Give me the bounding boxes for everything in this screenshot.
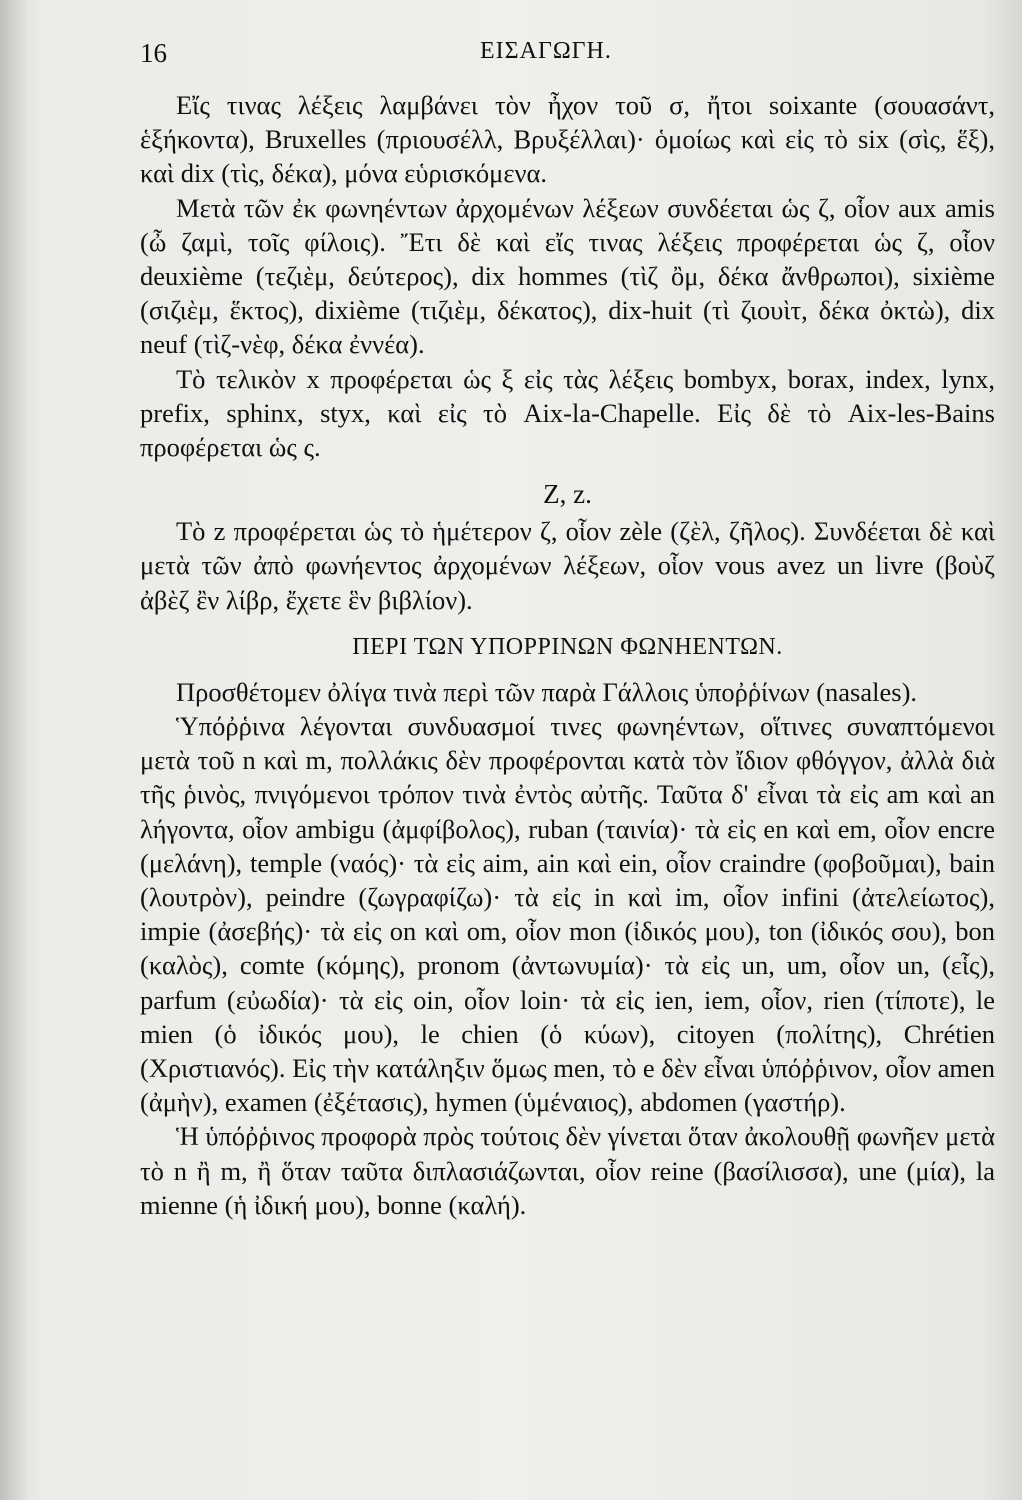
paragraph-nasal-intro: Προσθέτομεν ὀλίγα τινὰ περὶ τῶν παρὰ Γάλλοις ὑποῤῥίνων (nasales). xyxy=(176,676,918,707)
paragraph-sigma: Εἴς τινας λέξεις λαμβάνει τὸν ἦχον τοῦ σ, ἤτοι soixante (σουασάντ, ἑξήκοντα), Bruxelles (πριουσέλλ, Βρυξέλλαι)· ὁμοίως καὶ εἰς τὸ six (σὶς, ἕξ), καὶ dix (τὶς, δέκα), μόνα εὑρισκόμενα. xyxy=(140,90,995,189)
page-number: 16 xyxy=(140,38,167,68)
section-heading-nasal-vowels: ΠΕΡΙ ΤΩΝ ΥΠΟΡΡΙΝΩΝ ΦΩΝΗΕΝΤΩΝ. xyxy=(352,633,783,660)
paragraph-nasal-definition: Ὑπόῤῥινα λέγονται συνδυασμοί τινες φωνηέντων, οἵτινες συναπτόμενοι μετὰ τοῦ n καὶ m, πολλάκις δὲν προφέρονται κατὰ τὸν ἴδιον φθόγγον, ἀλλὰ διὰ τῆς ῥινὸς, πνιγόμενοι τρόπον τινὰ ἐντὸς αὐτῆς. Ταῦτα δ' εἶναι τὰ εἰς am καὶ an λήγοντα, οἷον ambigu (ἀμφίβολος), ruban (ταινία)· τὰ εἰς en καὶ em, οἷον encre (μελάνη), temple (ναός)· τὰ εἰς aim, ain καὶ ein, οἷον craindre (φοβοῦμαι), bain (λουτρὸν), peindre (ζωγραφίζω)· τὰ εἰς in καὶ im, οἷον infini (ἀτελείωτος), impie (ἀσεβής)· τὰ εἰς on καὶ om, οἷον mon (ἰδικός μου), ton (ἰδικός σου), bon (καλὸς), comte (κόμης), pronom (ἀντωνυμία)· τὰ εἰς un, um, οἷον un, (εἷς), parfum (εὐωδία)· τὰ εἰς oin, οἷον loin· τὰ εἰς ien, iem, οἷον, rien (τίποτε), le mien (ὁ ἰδικός μου), le chien (ὁ κύων), citoyen (πολίτης), Chrétien (Χριστιανός). Εἰς τὴν κατάληξιν ὅμως men, τὸ e δὲν εἶναι ὑπόῤῥινον, οἷον amen (ἀμὴν), examen (ἐξέτασις), hymen (ὑμέναιος), abdomen (γαστήρ). xyxy=(140,711,995,1118)
section-heading-z: Z, z. xyxy=(543,479,592,510)
paragraph-zeta-liaison: Μετὰ τῶν ἐκ φωνηέντων ἀρχομένων λέξεων συνδέεται ὡς ζ, οἷον aux amis (ὦ ζαμὶ, τοῖς φίλοις). Ἔτι δὲ καὶ εἴς τινας λέξεις προφέρεται ὡς ζ, οἷον deuxième (τεζιὲμ, δεύτερος), dix hommes (τὶζ ὂμ, δέκα ἄνθρωποι), sixième (σιζιὲμ, ἕκτος), dixième (τιζιὲμ, δέκατος), dix-huit (τὶ ζιουὶτ, δέκα ὀκτὼ), dix neuf (τὶζ-νὲφ, δέκα ἐννέα). xyxy=(140,192,995,360)
running-head: ΕΙΣΑΓΩΓΗ. xyxy=(480,38,612,64)
paragraph-nasal-exceptions: Ἡ ὑπόῤῥινος προφορὰ πρὸς τούτοις δὲν γίνεται ὅταν ἀκολουθῇ φωνῆεν μετὰ τὸ n ἢ m, ἢ ὅταν ταῦτα διπλασιάζωνται, οἷον reine (βασίλισσα), une (μία), la mienne (ἡ ἰδική μου), bonne (καλή). xyxy=(140,1121,995,1220)
paragraph-final-x: Τὸ τελικὸν x προφέρεται ὡς ξ εἰς τὰς λέξεις bombyx, borax, index, lynx, prefix, sphinx, styx, καὶ εἰς τὸ Aix-la-Chapelle. Εἰς δὲ τὸ Aix-les-Bains προφέρεται ὡς ς. xyxy=(140,363,995,463)
page-gutter-shadow xyxy=(0,0,28,1500)
paragraph-z: Τὸ z προφέρεται ὡς τὸ ἡμέτερον ζ, οἷον zèle (ζὲλ, ζῆλος). Συνδέεται δὲ καὶ μετὰ τῶν ἀπὸ φωνήεντος ἀρχομένων λέξεων, οἷον vous avez un livre (βοὺζ ἀβὲζ ἒν λίβρ, ἔχετε ἓν βιβλίον). xyxy=(140,516,995,615)
page-body xyxy=(140,88,995,1222)
page-header xyxy=(0,30,1022,80)
